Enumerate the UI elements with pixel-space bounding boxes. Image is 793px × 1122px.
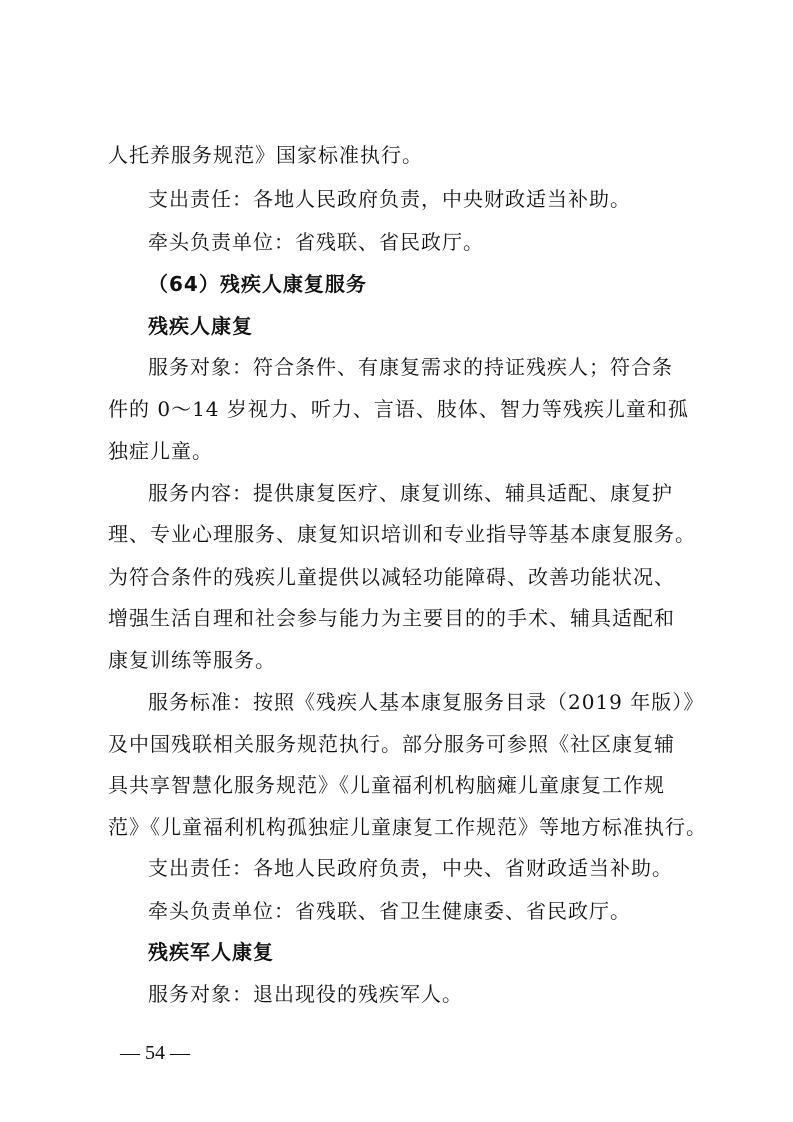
- paragraph-line: 理、专业心理服务、康复知识培训和专业指导等基本康复服务。: [108, 522, 696, 546]
- paragraph-line: 服务标准：按照《残疾人基本康复服务目录（2019 年版）》: [148, 690, 705, 714]
- page-number: — 54 —: [120, 1042, 190, 1064]
- paragraph-line: 独症儿童。: [108, 439, 213, 463]
- paragraph-line: 支出责任：各地人民政府负责，中央财政适当补助。: [148, 187, 631, 211]
- subsection-heading: 残疾人康复: [148, 314, 253, 338]
- section-heading: （64）残疾人康复服务: [148, 272, 367, 296]
- paragraph-line: 具共享智慧化服务规范》《儿童福利机构脑瘫儿童康复工作规: [108, 773, 665, 797]
- paragraph-line: 件的 0～14 岁视力、听力、言语、肢体、智力等残疾儿童和孤: [108, 397, 689, 421]
- paragraph-line: 服务对象：退出现役的残疾军人。: [148, 982, 463, 1006]
- paragraph-line: 增强生活自理和社会参与能力为主要目的的手术、辅具适配和: [108, 606, 675, 630]
- paragraph-line: 服务对象：符合条件、有康复需求的持证残疾人；符合条: [148, 355, 673, 379]
- subsection-heading: 残疾军人康复: [148, 940, 274, 964]
- paragraph-line: 范》《儿童福利机构孤独症儿童康复工作规范》等地方标准执行。: [108, 815, 707, 839]
- paragraph-line: 牵头负责单位：省残联、省民政厅。: [148, 230, 484, 254]
- paragraph-line: 康复训练等服务。: [108, 648, 276, 672]
- paragraph-line: 牵头负责单位：省残联、省卫生健康委、省民政厅。: [148, 899, 631, 923]
- paragraph-line: 支出责任：各地人民政府负责，中央、省财政适当补助。: [148, 856, 673, 880]
- paragraph-line: 人托养服务规范》国家标准执行。: [108, 143, 423, 167]
- paragraph-line: 及中国残联相关服务规范执行。部分服务可参照《社区康复辅: [108, 732, 675, 756]
- paragraph-line: 服务内容：提供康复医疗、康复训练、辅具适配、康复护: [148, 481, 673, 505]
- paragraph-line: 为符合条件的残疾儿童提供以减轻功能障碍、改善功能状况、: [108, 565, 675, 589]
